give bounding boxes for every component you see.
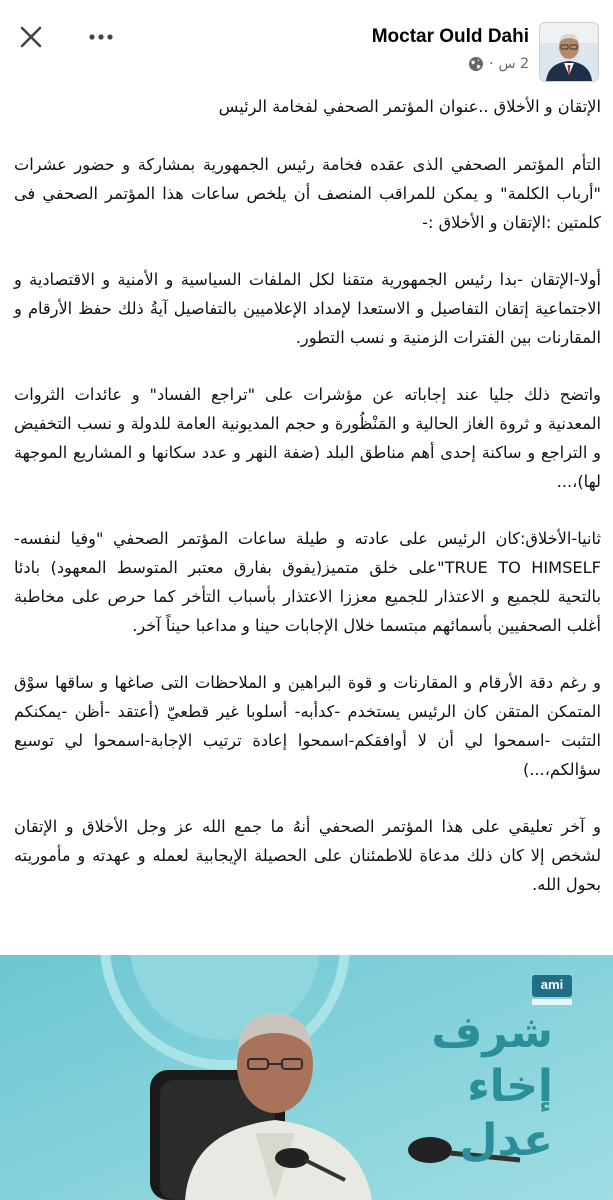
post-paragraph: و رغم دقة الأرقام و المقارنات و قوة البراهين و الملاحظات التى صاغها و ساقها سوْق المتمكن المتقن كان الرئيس يستخدم -كدأبه- أسلوبا غير قطعيّ (أعتقد -أظن -يمكنكم التثبت -اسمحوا لي أن لا أوافقكم-اسمحوا إعادة ترتيب الإجابة-اسمحوا لي توسيع سؤالكم،...) [14, 673, 601, 779]
channel-badge: ami [540, 977, 564, 992]
meta-separator: · [489, 56, 494, 72]
post-header [0, 0, 613, 90]
post-paragraph: أولا-الإتقان -بدا رئيس الجمهورية متقنا لكل الملفات السياسية و الأمنية و الاقتصادية و الاجتماعية إتقان التفاصيل و الاستعدا لإمداد الإعلاميين بالتفاصيل آيةُ ذلك حفظ الأرقام و المقارنات بين الفترات الزمنية و نسب التطور. [14, 270, 601, 347]
globe-icon [468, 56, 484, 72]
post-paragraph: و آخر تعليقي على هذا المؤتمر الصحفي أنهُ ما جمع الله عز وجل الأخلاق و الإتقان لشخص إلا كان ذلك مدعاة للاطمئنان على الحصيلة الإيجابية لعمله و عهدته و مأموريته بحول الله. [14, 817, 601, 894]
close-button[interactable] [14, 20, 48, 54]
post-paragraph-title: الإتقان و الأخلاق ..عنوان المؤتمر الصحفي لفخامة الرئيس [218, 97, 601, 116]
author-name[interactable]: Moctar Ould Dahi [371, 26, 529, 47]
slogan-line-2: إخاء [467, 1061, 553, 1112]
post-paragraph: التأم المؤتمر الصحفي الذى عقده فخامة رئيس الجمهورية بمشاركة و حضور عشرات "أرباب الكلمة" و يمكن للمراقب المنصف أن يلخص ساعات هذا المؤتمر الصحفي فى كلمتين :الإتقان و الأخلاق :- [14, 155, 601, 232]
close-icon [20, 26, 42, 48]
post-photo[interactable] [0, 955, 613, 1200]
post-meta [468, 56, 529, 72]
avatar[interactable] [539, 22, 599, 82]
post-time[interactable]: 2 س [498, 56, 529, 72]
slogan-line-1: شرف [431, 1007, 553, 1058]
post-paragraph: ثانيا-الأخلاق:كان الرئيس على عادته و طيلة ساعات المؤتمر الصحفي "وفيا لنفسه- TRUE TO HIMSELF"على خلق متميز(يفوق بفارق معتبر المتوسط المعهود) بادئا بالتحية للجميع و الاعتذار للجميع معززا الاعتذار بأسباب التأخر كما حرص على مخاطبة أغلب الصحفيين بأسمائهم مبتسما خلال الإجابات حينا و مداعبا حيناً آخر. [14, 529, 601, 635]
slogan-line-3: عدل [459, 1115, 553, 1166]
post-paragraph: واتضح ذلك جليا عند إجاباته عن مؤشرات على "تراجع الفساد" و عائدات الثروات المعدنية و ثروة الغاز الحالية و المَنْظُورة و حجم المديونية العامة للدولة و نسب التخفيض و التراجع و ساكنة إحدى أهم مناطق البلد (ضفة النهر و عدد سكانها و المشاريع الموجهة لها)،... [14, 385, 601, 491]
more-options-button[interactable] [84, 22, 118, 52]
post-body [14, 92, 601, 927]
more-dots-icon [89, 33, 113, 41]
